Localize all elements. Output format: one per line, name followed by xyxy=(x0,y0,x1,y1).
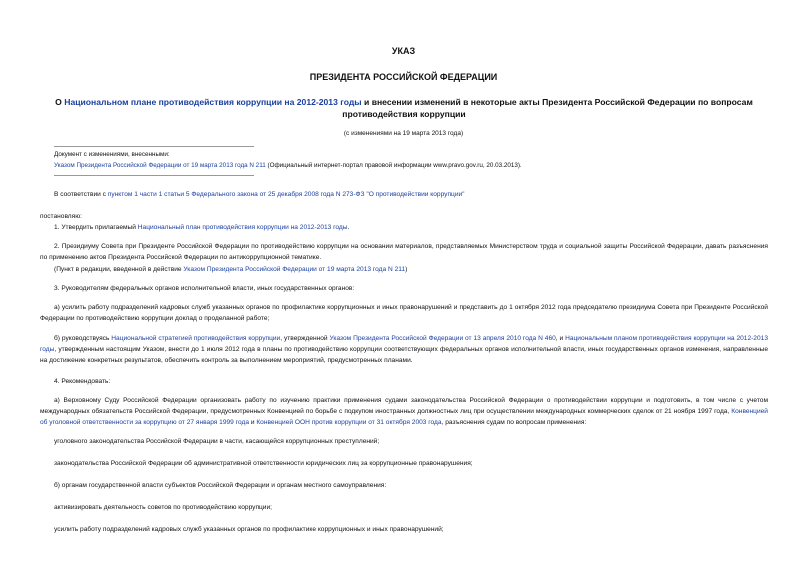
p4a-text: а) Верховному Суду Российской Федерации организовать работу по изучению практики применения судами законодательства Российской Федерации о противодействии коррупции и подготовить, в том числе с учетом международных обязательств Российской Федерации, предусмотренных Конвенцией по борьбе с подкупом иностранных должностных лиц при осуществлении международных коммерческих сделок от 21 ноября 1997 года, xyxy=(40,397,768,416)
decree-word: постановляю: xyxy=(40,213,83,220)
un-convention-link[interactable]: Конвенцией ООН против коррупции от 31 октября 2003 года xyxy=(256,419,442,427)
p4a-mid: и xyxy=(248,419,257,427)
paragraph-2-note xyxy=(40,264,768,275)
document-title xyxy=(46,97,762,120)
doc-changes-block xyxy=(54,149,754,171)
paragraph-4: 4. Рекомендовать: xyxy=(54,378,111,385)
paragraph-1 xyxy=(40,222,768,233)
paragraph-3b xyxy=(40,333,768,367)
list-item: усилить работу подразделений кадровых служб указанных органов по профилактике коррупционных и иных правонарушений; xyxy=(54,526,444,533)
p3b-prefix: б) руководствуясь xyxy=(54,335,112,342)
paragraph-2 xyxy=(40,241,768,263)
intro-paragraph xyxy=(40,189,768,200)
p1-suffix: . xyxy=(347,224,350,231)
p2-note-prefix: (Пункт в редакции, введенной в действие xyxy=(54,266,184,273)
paragraph-3: 3. Руководителям федеральных органов исполнительной власти, иных государственных органов: xyxy=(54,285,355,292)
divider-bottom xyxy=(54,175,254,176)
p3b-suffix: , утвержденным настоящим Указом, внести до 1 июля 2012 года в планы по противодействию коррупции соответствующих федеральных органов исполнительной власти, иных государственных органов изменения, направленные на достижение конкретных результатов, обеспечить контроль за выполнением мероприятий, предусмотренных планами. xyxy=(40,346,768,365)
national-strategy-link[interactable]: Национальной стратегией противодействия коррупции xyxy=(111,335,281,342)
list-item: активизировать деятельность советов по противодействию коррупции; xyxy=(54,504,273,511)
national-plan-link[interactable]: Национальный план противодействия коррупции на 2012-2013 годы xyxy=(137,224,348,231)
p2-text: 2. Президиуму Совета при Президенте Российской Федерации по противодействию коррупции на основании материалов, представляемых Министерством труда и социальной защиты Российской Федерации, давать разъяснения по применению актов Президента Российской Федерации по антикоррупционной тематике. xyxy=(40,243,768,262)
title-prefix: О xyxy=(55,97,65,107)
criminal-convention-link[interactable]: Конвенцией об уголовной ответственности за коррупцию от 27 января 1999 года xyxy=(40,408,768,427)
paragraph-3a: а) усилить работу подразделений кадровых служб указанных органов по профилактике коррупционных и иных правонарушений и представить до 1 октября 2012 года председателю президиума Совета при Президенте Российской Федерации по противодействию коррупции доклад о проделанной работе; xyxy=(40,304,768,323)
amendments-note: (с изменениями на 19 марта 2013 года) xyxy=(343,130,464,137)
p3b-mid2: , и xyxy=(555,335,566,342)
issuer-heading: ПРЕЗИДЕНТА РОССИЙСКОЙ ФЕДЕРАЦИИ xyxy=(309,72,498,82)
divider-top xyxy=(54,146,254,147)
national-plan-link-2[interactable]: Национальным планом противодействия коррупции на 2012-2013 годы xyxy=(40,335,768,354)
paragraph-4a xyxy=(40,395,768,429)
doc-changes-tail: (Официальный интернет-портал правовой информации www.pravo.gov.ru, 20.03.2013). xyxy=(265,162,522,170)
list-item: уголовного законодательства Российской Федерации в части, касающейся коррупционных преступлений; xyxy=(54,438,380,445)
p1-prefix: 1. Утвердить прилагаемый xyxy=(54,224,138,231)
p2-note-suffix: ) xyxy=(405,266,408,273)
list-item: законодательства Российской Федерации об административной ответственности юридических лиц за коррупционные правонарушения; xyxy=(54,460,473,467)
p2-note-link[interactable]: Указом Президента Российской Федерации от 19 марта 2013 года N 211 xyxy=(183,266,406,273)
decree-460-link[interactable]: Указом Президента Российской Федерации от 13 апреля 2010 года N 460 xyxy=(329,335,556,342)
doc-changes-label: Документ с изменениями, внесенными: xyxy=(54,151,170,158)
title-suffix: и внесении изменений в некоторые акты Президента Российской Федерации по вопросам противодействия коррупции xyxy=(342,97,753,119)
title-link[interactable]: Национальном плане противодействия коррупции на 2012-2013 годы xyxy=(64,97,362,107)
doc-changes-line xyxy=(54,160,754,171)
list-item: б) органам государственной власти субъектов Российской Федерации и органам местного самоуправления: xyxy=(54,482,387,489)
p4a-suffix: , разъяснения судам по вопросам применения: xyxy=(441,419,587,427)
doc-type-heading: УКАЗ xyxy=(391,46,416,56)
intro-law-link[interactable]: пунктом 1 части 1 статьи 5 Федерального закона от 25 декабря 2008 года N 273-ФЗ "О противодействии коррупции" xyxy=(107,191,465,198)
p3b-mid1: , утвержденной xyxy=(280,335,330,342)
doc-changes-link[interactable]: Указом Президента Российской Федерации от 19 марта 2013 года N 211 xyxy=(54,162,266,170)
intro-prefix: В соответствии с xyxy=(54,191,108,198)
